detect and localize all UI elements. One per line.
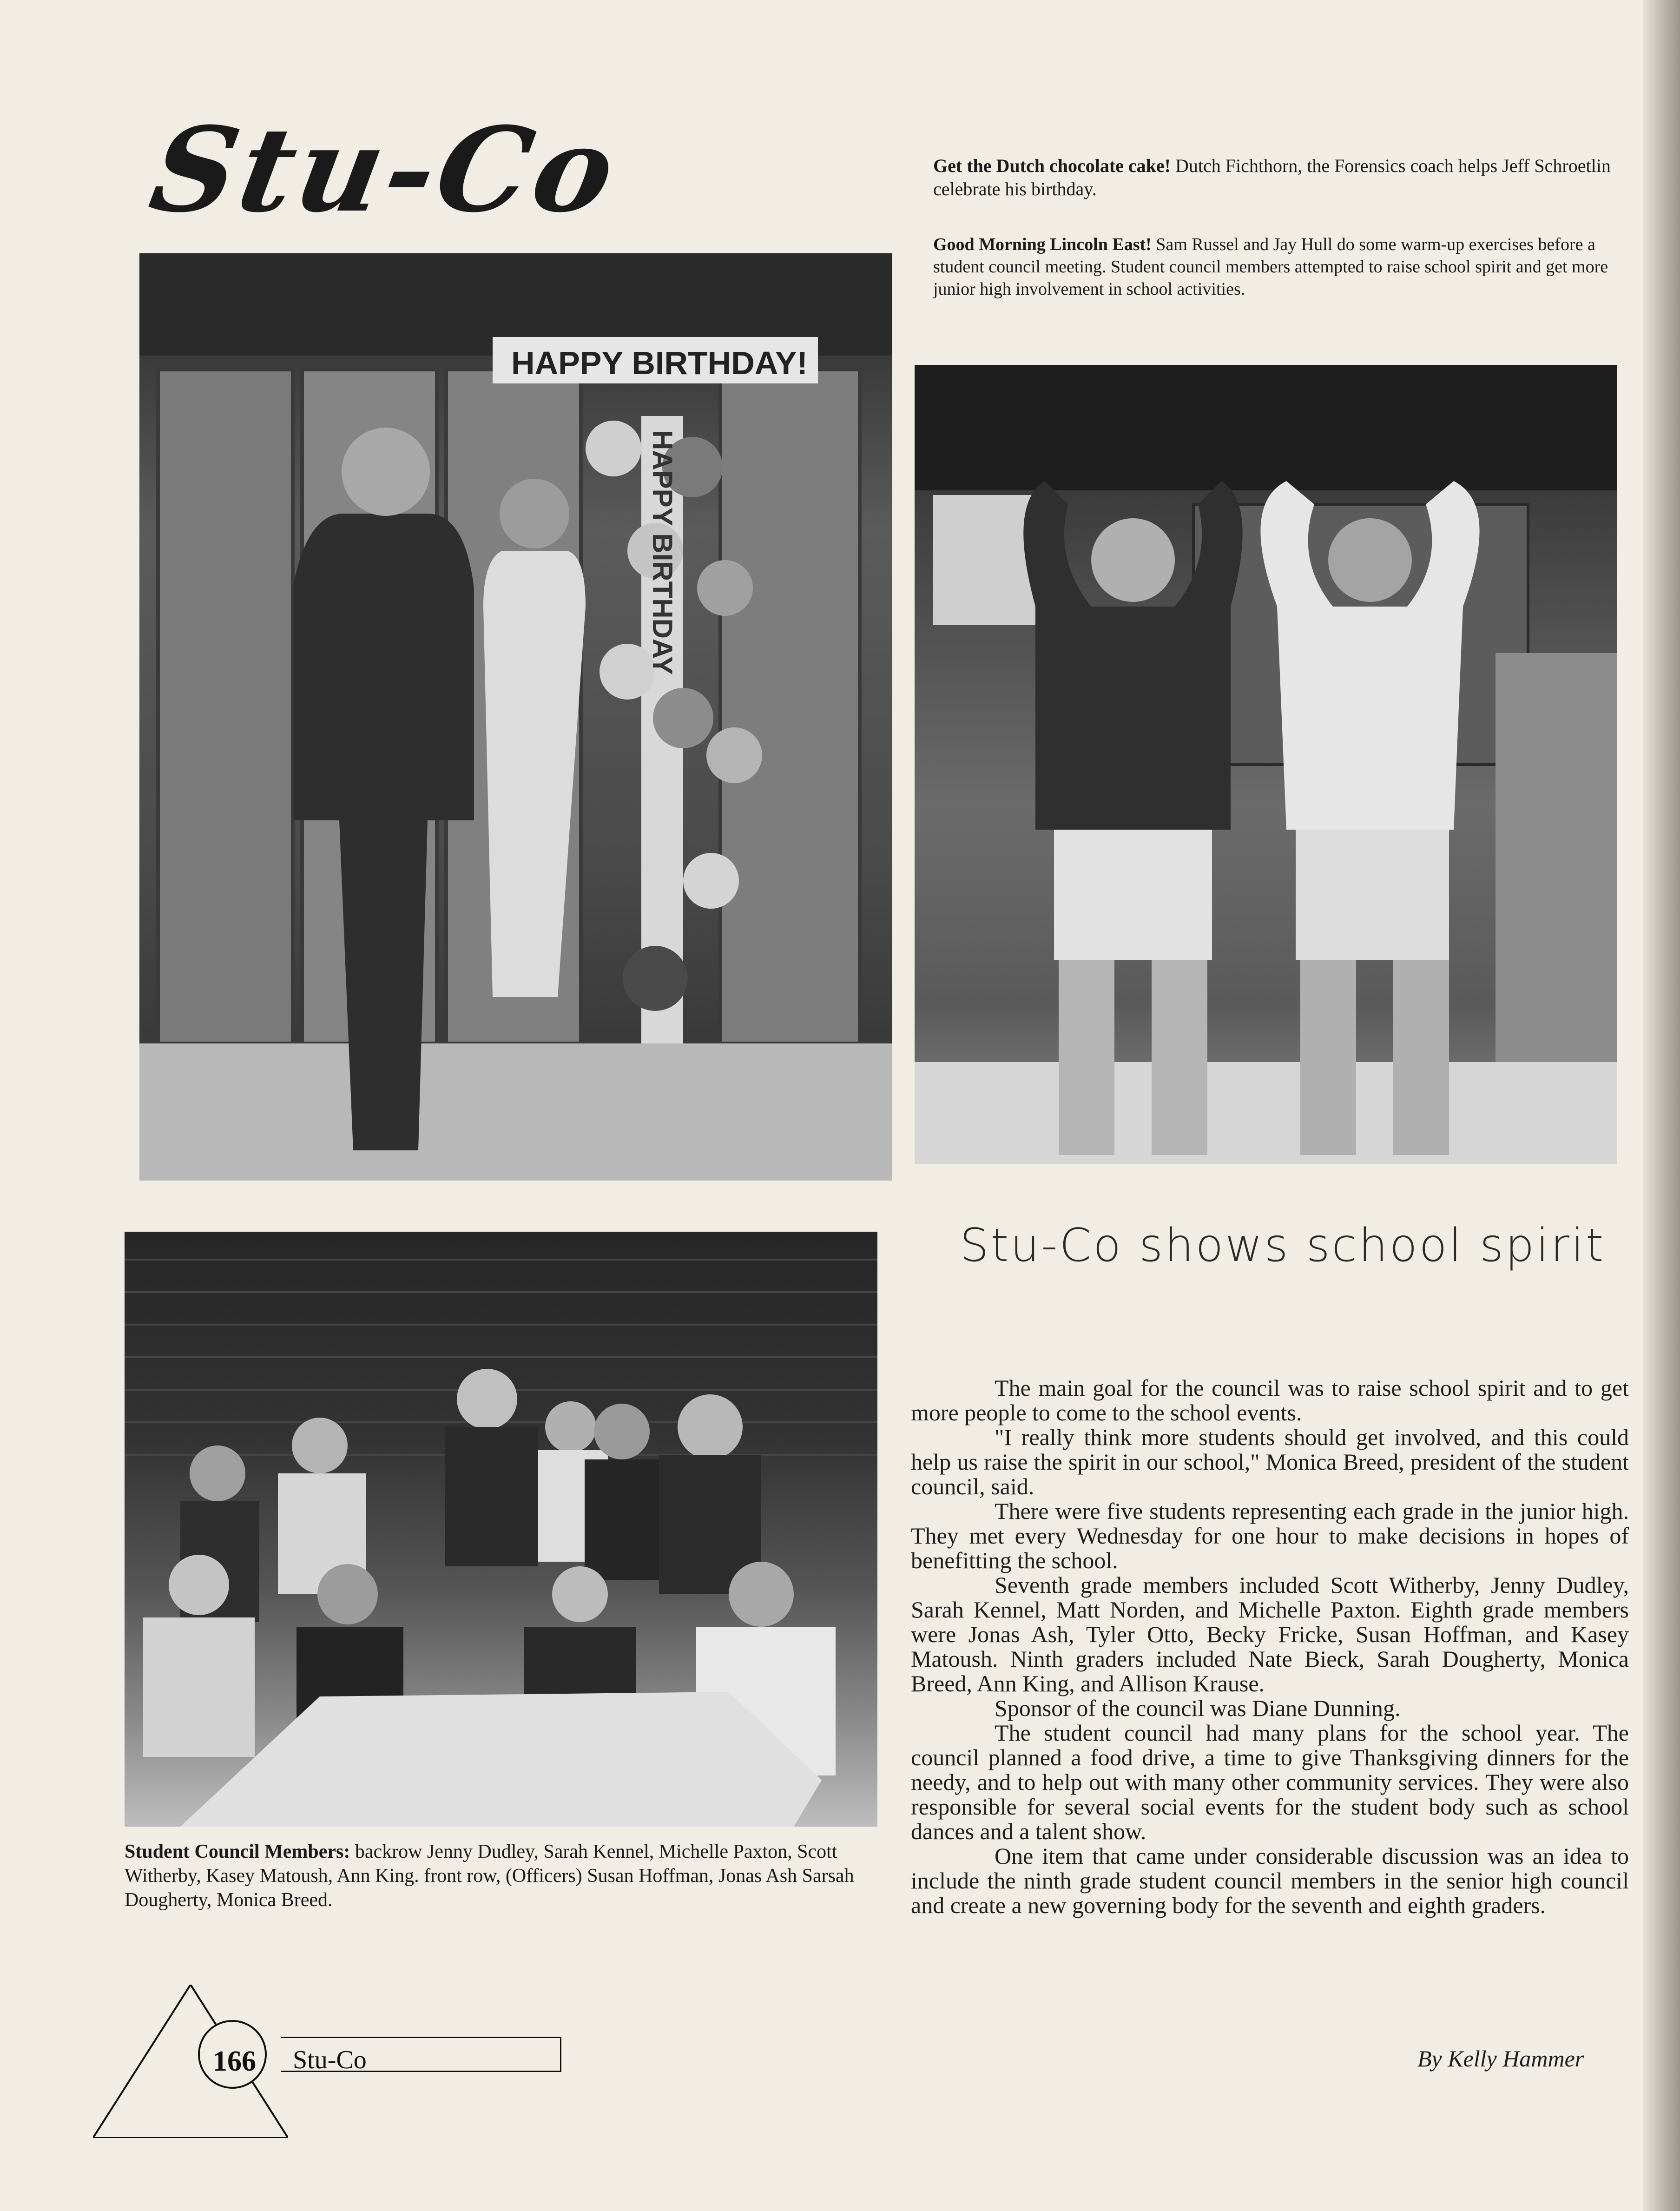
streamer-text: HAPPY BIRTHDAY	[647, 430, 678, 675]
article-byline: By Kelly Hammer	[1417, 2046, 1584, 2072]
council-caption	[125, 1840, 877, 1912]
page-folio	[93, 1985, 558, 2138]
folio-triangle-icon	[93, 1985, 288, 2138]
article-paragraph: "I really think more students should get involved, and this could help us raise the spirit in our school," Monica Breed, president of the student council, said.	[911, 1424, 1629, 1499]
article-paragraph: There were five students representing each grade in the junior high. They met every Wednesday for one hour to make decisions in hopes of benefitting the school.	[911, 1498, 1629, 1573]
birthday-photo-art	[139, 253, 892, 1181]
page-edge-shadow	[1643, 0, 1680, 2211]
page-title: Stu-Co	[141, 101, 628, 238]
article-paragraph: Sponsor of the council was Diane Dunning.	[995, 1695, 1401, 1721]
birthday-caption-lead: Get the Dutch chocolate cake!	[933, 155, 1171, 176]
article-paragraph: Seventh grade members included Scott Witherby, Jenny Dudley, Sarah Kennel, Matt Norden, and Michelle Paxton. Eighth grade members were Jonas Ash, Tyler Otto, Becky Fricke, Susan Hoffman, and Kasey Matoush. Ninth graders included Nate Bieck, Sarah Dougherty, Monica Breed, Ann King, and Allison Krause.	[911, 1572, 1629, 1696]
article-headline: Stu-Co shows school spirit	[960, 1219, 1606, 1272]
article-paragraph: One item that came under considerable discussion was an idea to include the ninth grade student council members in the senior high council and create a new governing body for the seventh and eighth graders.	[911, 1843, 1629, 1918]
council-group-photo-art	[125, 1232, 877, 1827]
warmup-photo-art	[915, 365, 1617, 1164]
banner-text: HAPPY BIRTHDAY!	[511, 345, 808, 381]
article-body	[911, 1376, 1629, 1918]
council-caption-lead: Student Council Members:	[125, 1841, 350, 1862]
warmup-caption	[933, 233, 1640, 300]
article-paragraph: The main goal for the council was to raise school spirit and to get more people to come to the school events.	[911, 1375, 1629, 1426]
article-paragraph: The student council had many plans for the school year. The council planned a food drive, a time to give Thanksgiving dinners for the needy, and to help out with many other community services. They were also responsible for several social events for the student body such as school dances and a talent show.	[911, 1720, 1629, 1844]
warmup-caption-lead: Good Morning Lincoln East!	[933, 235, 1152, 254]
council-caption-body: backrow Jenny Dudley, Sarah Kennel, Michelle Paxton, Scott Witherby, Kasey Matoush, Ann King. front row, (Officers) Susan Hoffman, Jonas Ash Sarsah Dougherty, Monica Breed.	[125, 1841, 854, 1911]
birthday-photo	[139, 253, 892, 1181]
warmup-caption-body: Sam Russel and Jay Hull do some warm-up exercises before a student council meeting. Student council members attempted to raise school spirit and get more junior high involvement in school activities.	[933, 235, 1608, 299]
page-number: 166	[213, 2046, 256, 2077]
section-label: Stu-Co	[293, 2046, 367, 2074]
birthday-caption-body: Dutch Fichthorn, the Forensics coach helps Jeff Schroetlin celebrate his birthday.	[933, 155, 1611, 199]
council-group-photo	[125, 1232, 877, 1827]
birthday-caption	[933, 154, 1640, 201]
warmup-photo	[915, 365, 1617, 1164]
